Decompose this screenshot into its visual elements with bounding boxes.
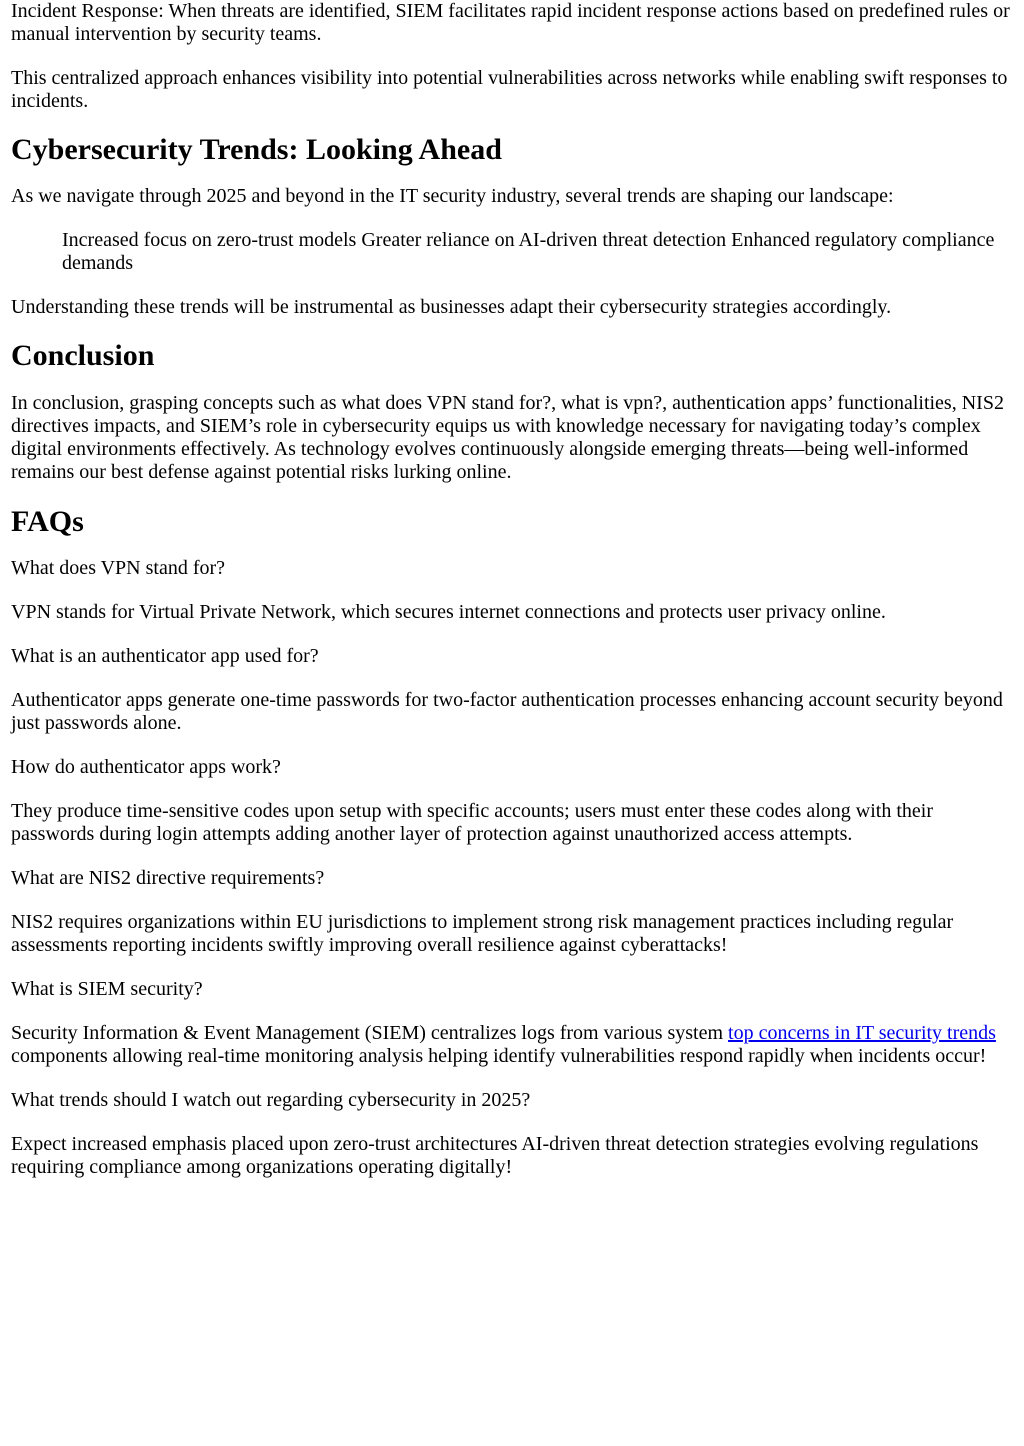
it-security-trends-link[interactable]: top concerns in IT security trends [728,1022,996,1044]
conclusion-heading: Conclusion [11,339,155,372]
faq-question: What is an authenticator app used for? [11,645,319,667]
faq-answer: They produce time-sensitive codes upon setup with specific accounts; users must enter these codes along with their passwords during login attempts adding another layer of protection against unauthorized access attempts. [11,800,933,845]
faq-answer: Authenticator apps generate one-time passwords for two-factor authentication processes enhancing account security beyond just passwords alone. [11,689,1003,734]
trends-outro-paragraph: Understanding these trends will be instrumental as businesses adapt their cybersecurity strategies accordingly. [11,296,892,318]
faq-answer: Expect increased emphasis placed upon zero-trust architectures AI-driven threat detection strategies evolving regulations requiring compliance among organizations operating digitally! [11,1133,979,1178]
faqs-heading: FAQs [11,505,84,538]
faq-answer-text: components allowing real-time monitoring analysis helping identify vulnerabilities respond rapidly when incidents occur! [11,1045,987,1067]
faq-question: How do authenticator apps work? [11,756,281,778]
faq-question: What are NIS2 directive requirements? [11,867,325,889]
conclusion-paragraph: In conclusion, grasping concepts such as what does VPN stand for?, what is vpn?, authentication apps’ functionalities, NIS2 directives impacts, and SIEM’s role in cybersecurity equips us with knowledge necessary for navigating today’s complex digital environments effectively. As technology evolves continuously alongside emerging threats—being well-informed remains our best defense against potential risks lurking online. [11,392,1004,483]
incident-response-paragraph: Incident Response: When threats are identified, SIEM facilitates rapid incident response actions based on predefined rules or manual intervention by security teams. [11,0,1010,45]
trends-intro-paragraph: As we navigate through 2025 and beyond in the IT security industry, several trends are shaping our landscape: [11,185,894,207]
faq-answer-text: Security Information & Event Management (SIEM) centralizes logs from various system [11,1022,729,1044]
centralized-approach-paragraph: This centralized approach enhances visibility into potential vulnerabilities across networks while enabling swift responses to incidents. [11,67,1008,112]
faq-answer: VPN stands for Virtual Private Network, which secures internet connections and protects user privacy online. [11,601,886,623]
faq-question: What is SIEM security? [11,978,203,1000]
faq-question: What does VPN stand for? [11,557,226,579]
faq-question: What trends should I watch out regarding cybersecurity in 2025? [11,1089,531,1111]
trends-heading: Cybersecurity Trends: Looking Ahead [11,133,502,166]
trends-list: Increased focus on zero-trust models Greater reliance on AI-driven threat detection Enhanced regulatory compliance demands [62,229,995,274]
faq-answer-siem [11,1022,1013,1068]
faq-answer: NIS2 requires organizations within EU jurisdictions to implement strong risk management practices including regular assessments reporting incidents swiftly improving overall resilience against cyberattacks! [11,911,954,956]
